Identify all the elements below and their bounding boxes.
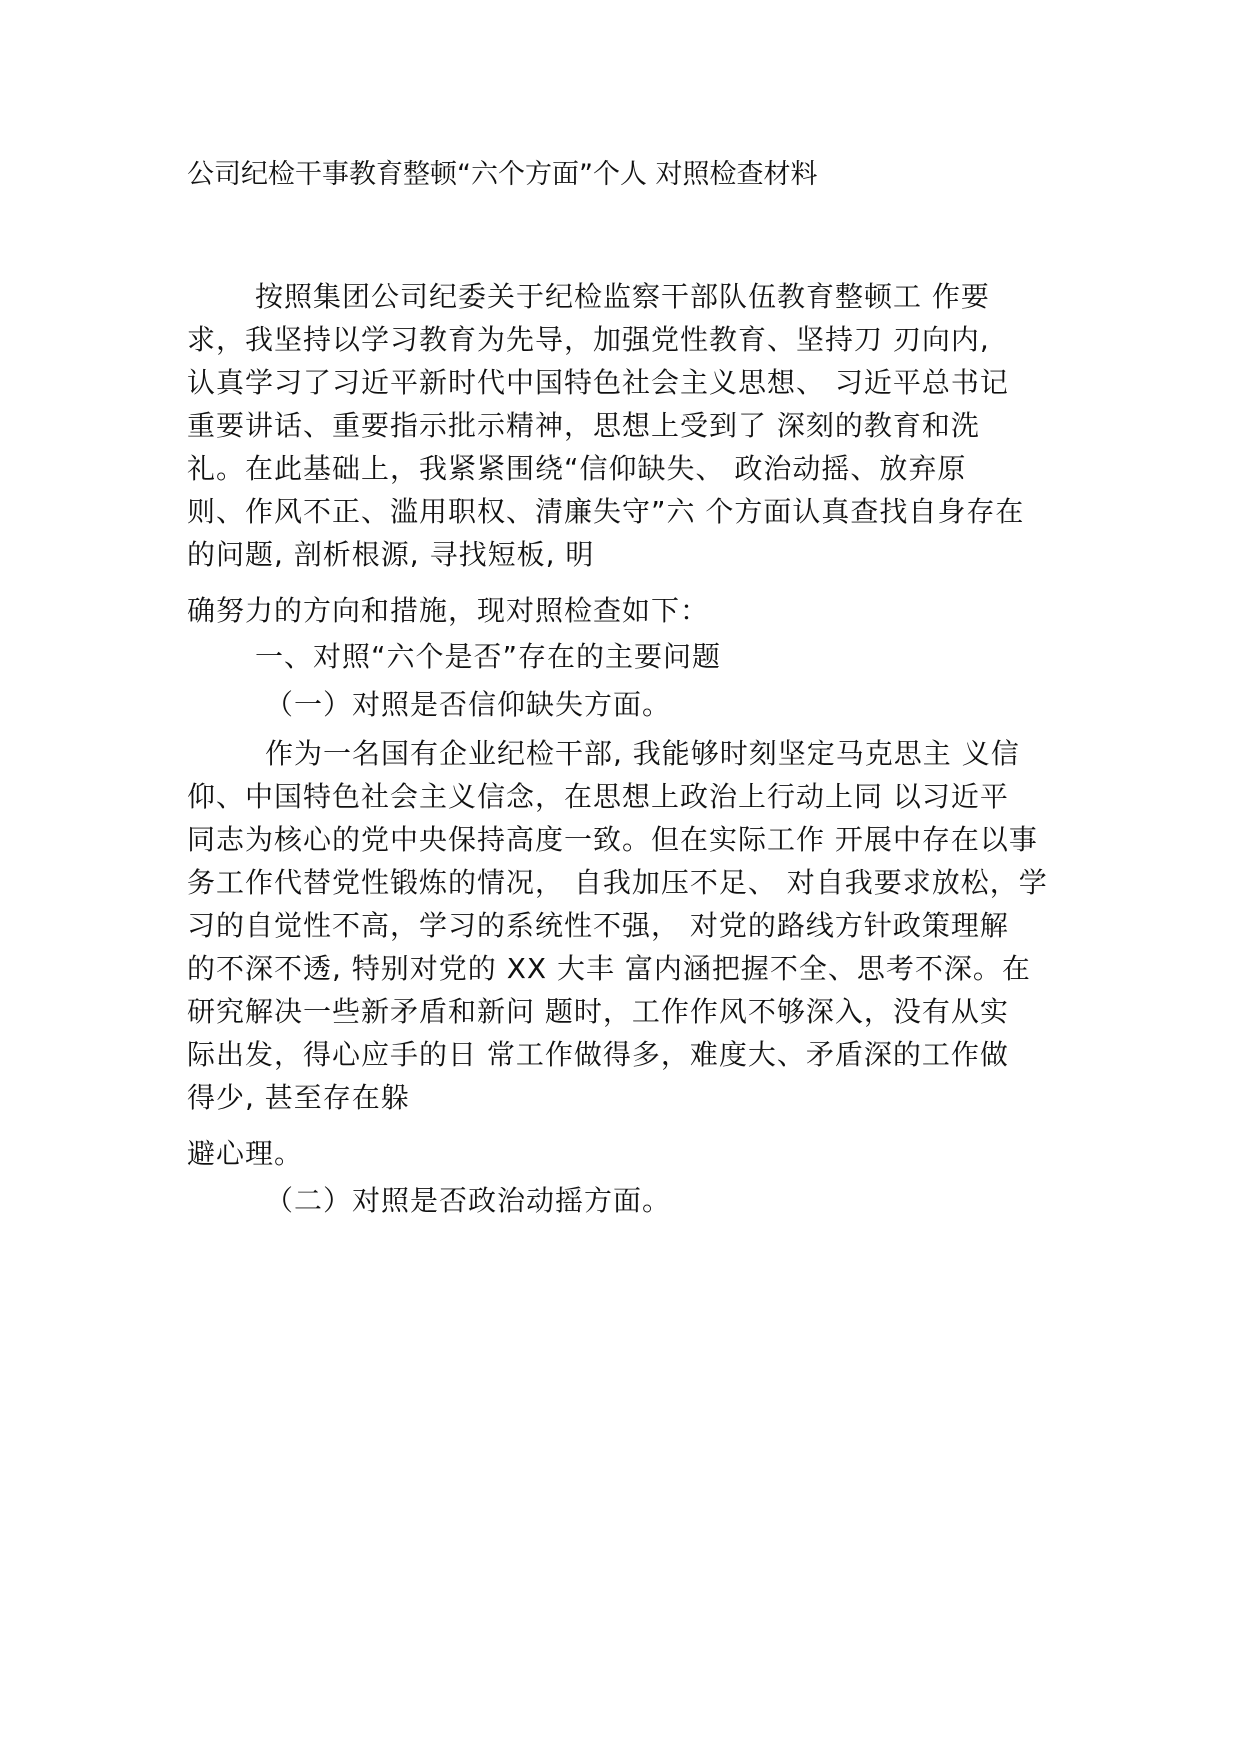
intro-line-4: 重要讲话、重要指示批示精神，思想上受到了 深刻的教育和洗 xyxy=(187,409,980,442)
intro-line-2: 求，我坚持以学习教育为先导，加强党性教育、坚持刀 刃向内, xyxy=(187,323,990,356)
section-one-heading: 一、对照“六个是否”存在的主要问题 xyxy=(255,640,722,673)
sub-one-line-9: 得少, 甚至存在躲 xyxy=(187,1081,410,1114)
sub-one-line-6: 的不深不透, 特别对党的 XX 大丰 富内涵把握不全、思考不深。在 xyxy=(187,952,1031,985)
sub-one-line-3: 同志为核心的党中央保持高度一致。但在实际工作 开展中存在以事 xyxy=(187,823,1038,856)
sub-one-heading: （一）对照是否信仰缺失方面。 xyxy=(265,688,672,721)
intro-line-5: 礼。在此基础上，我紧紧围绕“信仰缺失、 政治动摇、放弃原 xyxy=(187,452,967,485)
sub-one-line-7: 研究解决一些新矛盾和新问 题时，工作作风不够深入，没有从实 xyxy=(187,995,1009,1028)
intro-line-7: 的问题, 剖析根源, 寻找短板, 明 xyxy=(187,538,595,571)
sub-two-heading: （二）对照是否政治动摇方面。 xyxy=(265,1184,672,1217)
sub-one-line-1: 作为一名国有企业纪检干部, 我能够时刻坚定马克思主 义信 xyxy=(265,737,1020,770)
sub-one-line-8: 际出发，得心应手的日 常工作做得多，难度大、矛盾深的工作做 xyxy=(187,1038,1009,1071)
intro-line-6: 则、作风不正、滥用职权、清廉失守”六 个方面认真查找自身存在 xyxy=(187,495,1025,528)
document-title: 公司纪检干事教育整顿“六个方面”个人 对照检查材料 xyxy=(187,159,818,190)
sub-one-line-5: 习的自觉性不高，学习的系统性不强， 对党的路线方针政策理解 xyxy=(187,909,1009,942)
intro-line-1: 按照集团公司纪委关于纪检监察干部队伍教育整顿工 作要 xyxy=(255,280,990,313)
sub-one-line-2: 仰、中国特色社会主义信念，在思想上政治上行动上同 以习近平 xyxy=(187,780,1009,813)
sub-one-tail: 避心理。 xyxy=(187,1137,304,1170)
intro-tail: 确努力的方向和措施，现对照检查如下： xyxy=(187,594,710,627)
sub-one-line-4: 务工作代替党性锻炼的情况， 自我加压不足、 对自我要求放松，学 xyxy=(187,866,1048,899)
intro-line-3: 认真学习了习近平新时代中国特色社会主义思想、 习近平总书记 xyxy=(187,366,1009,399)
